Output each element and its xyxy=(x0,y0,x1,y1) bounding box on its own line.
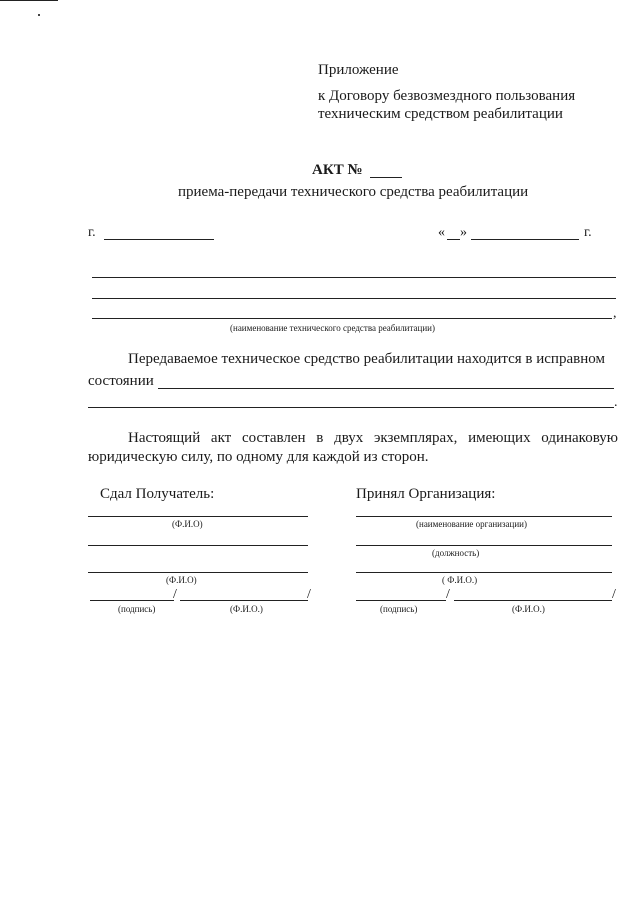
recipient-signature-caption: (подпись) xyxy=(118,604,156,614)
organization-slash-1: / xyxy=(446,587,450,602)
recipient-fio-caption-2: (Ф.И.О) xyxy=(166,575,197,585)
organization-position-field[interactable] xyxy=(356,545,612,546)
item-line-2[interactable] xyxy=(92,298,616,299)
organization-signature-field[interactable] xyxy=(356,600,446,601)
organization-fio-caption: ( Ф.И.О.) xyxy=(442,575,478,585)
act-title-text: АКТ № xyxy=(312,162,363,178)
act-title xyxy=(312,162,363,179)
organization-name-caption: (наименование организации) xyxy=(416,519,527,529)
recipient-fio-caption-1: (Ф.И.О) xyxy=(172,519,203,529)
item-line-1[interactable] xyxy=(92,277,616,278)
city-field[interactable] xyxy=(104,239,214,240)
condition-prefix: состоянии xyxy=(88,373,154,389)
date-quote-close: » xyxy=(460,225,467,240)
item-line-comma: , xyxy=(613,306,617,321)
organization-position-caption: (должность) xyxy=(432,548,480,558)
recipient-fio-field-1[interactable] xyxy=(88,516,308,517)
item-line-3[interactable] xyxy=(92,318,612,319)
date-day-field[interactable] xyxy=(447,239,460,240)
recipient-field-2[interactable] xyxy=(88,545,308,546)
organization-slash-2: / xyxy=(612,587,616,602)
recipient-heading: Сдал Получатель: xyxy=(100,486,215,502)
condition-period: . xyxy=(614,395,618,410)
copies-line-2: юридическую силу, по одному для каждой из сторон. xyxy=(88,449,429,465)
date-year-suffix: г. xyxy=(584,225,592,240)
appendix-title: Приложение xyxy=(318,62,399,78)
organization-heading: Принял Организация: xyxy=(356,486,496,502)
scan-mark-line xyxy=(0,0,58,1)
recipient-fio-short-field[interactable] xyxy=(180,600,308,601)
appendix-line-2: техническим средством реабилитации xyxy=(318,106,563,122)
condition-line-1: Передаваемое техническое средство реабилитации находится в исправном xyxy=(128,351,605,367)
appendix-line-1: к Договору безвозмездного пользования xyxy=(318,88,576,104)
copies-line-1: Настоящий акт составлен в двух экземплярах, имеющих одинаковую xyxy=(128,430,618,446)
organization-fio-short-caption: (Ф.И.О.) xyxy=(512,604,545,614)
scan-mark-dot xyxy=(38,14,40,16)
organization-fio-short-field[interactable] xyxy=(454,600,612,601)
recipient-signature-field[interactable] xyxy=(90,600,174,601)
city-prefix: г. xyxy=(88,225,96,240)
item-caption: (наименование технического средства реабилитации) xyxy=(230,323,435,333)
recipient-fio-short-caption: (Ф.И.О.) xyxy=(230,604,263,614)
organization-fio-field[interactable] xyxy=(356,572,612,573)
date-month-year-field[interactable] xyxy=(471,239,579,240)
act-number-field[interactable] xyxy=(370,177,402,178)
organization-name-field[interactable] xyxy=(356,516,612,517)
date-quote-open: « xyxy=(438,225,445,240)
act-subtitle: приема-передачи технического средства реабилитации xyxy=(178,184,529,200)
recipient-slash-2: / xyxy=(307,587,311,602)
recipient-fio-field-2[interactable] xyxy=(88,572,308,573)
organization-signature-caption: (подпись) xyxy=(380,604,418,614)
recipient-slash-1: / xyxy=(173,587,177,602)
condition-field-1[interactable] xyxy=(158,388,614,389)
condition-field-2[interactable] xyxy=(88,407,614,408)
